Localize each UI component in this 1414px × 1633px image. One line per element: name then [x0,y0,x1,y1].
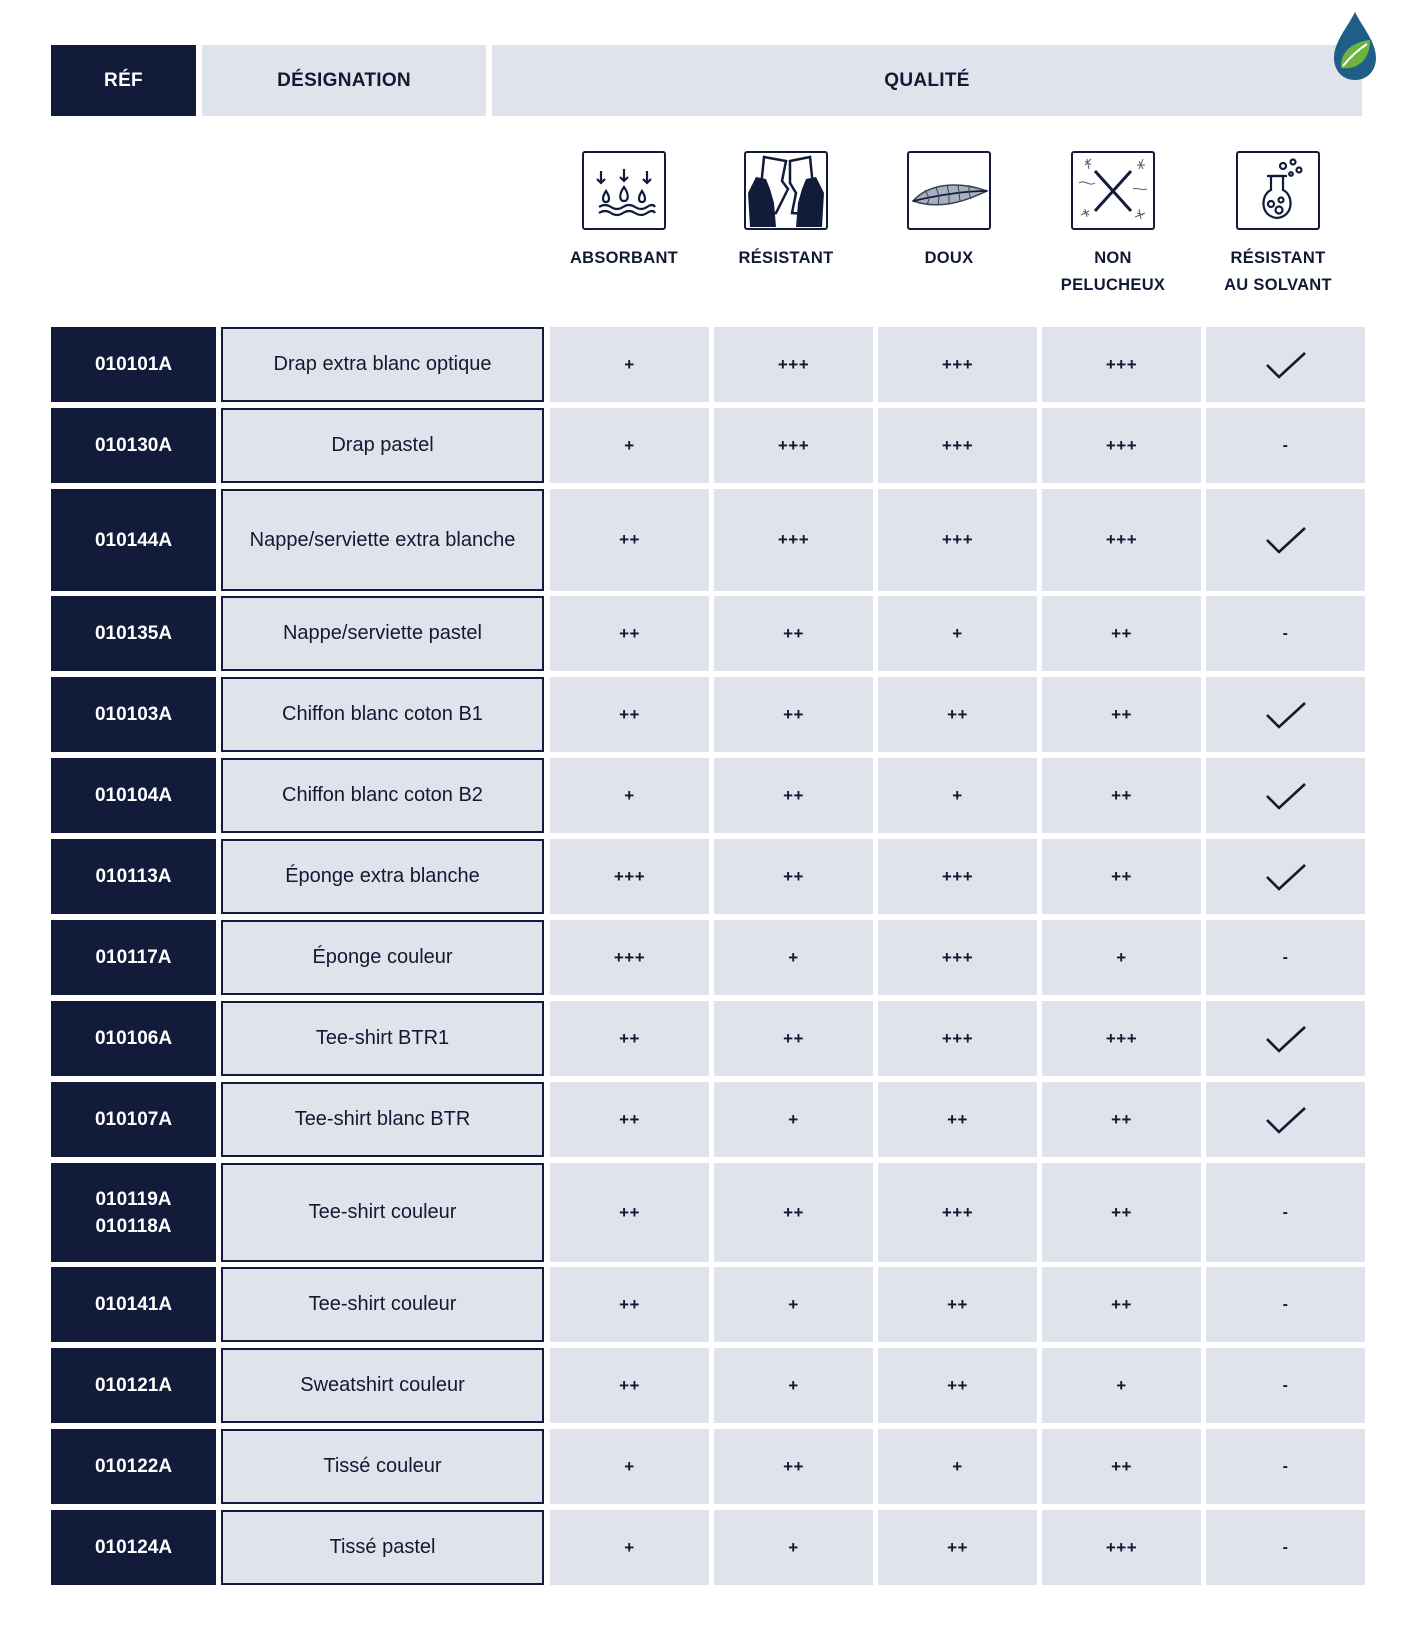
rating-solvant [1206,489,1365,591]
ref-cell [51,839,216,914]
no-value: - [1282,1376,1289,1394]
designation-text: Nappe/serviette extra blanche [249,528,516,551]
designation-cell [221,677,544,752]
ref-cell [51,1429,216,1504]
checkmark-icon [1265,526,1307,554]
rating-value: ++ [947,1294,968,1314]
rating-value: ++ [947,1537,968,1557]
category-label: RÉSISTANT [1230,249,1326,267]
category-label: ABSORBANT [569,249,679,267]
designation-cell [221,1163,544,1262]
designation-cell [221,920,544,995]
rating-absorbant [550,1163,709,1262]
rating-resistant [714,1267,873,1342]
rating-absorbant [550,327,709,402]
ref-cell [51,1267,216,1342]
rating-solvant [1206,677,1365,752]
designation-text: Éponge couleur [312,946,453,968]
designation-cell [221,408,544,483]
rating-value: +++ [1105,435,1138,455]
rating-doux [878,489,1037,591]
checkmark-icon [1265,1106,1307,1134]
designation-text: Tee-shirt BTR1 [315,1027,450,1049]
rating-absorbant [550,1001,709,1076]
checkmark-icon [1265,701,1307,729]
rating-absorbant [550,596,709,671]
rating-doux [878,1267,1037,1342]
rating-solvant [1206,327,1365,402]
rating-doux [878,1082,1037,1157]
ref-code: 010144A [94,529,173,551]
checkmark-icon [1265,782,1307,810]
table-row [51,489,1365,591]
rating-value: ++ [619,1375,640,1395]
rating-doux [878,839,1037,914]
ref-cell [51,408,216,483]
category-label: RÉSISTANT [738,249,834,267]
rating-value: +++ [1105,530,1138,549]
table-row [51,1510,1365,1585]
rating-value: + [624,785,635,805]
ref-code: 010135A [94,623,173,644]
rating-value: +++ [941,1028,974,1048]
rating-non-pelucheux [1042,677,1201,752]
rating-value: +++ [941,435,974,455]
rating-value: +++ [941,1202,974,1222]
designation-cell [221,1082,544,1157]
rating-non-pelucheux [1042,1082,1201,1157]
rating-value: +++ [941,866,974,886]
rating-solvant [1206,408,1365,483]
ref-code: 010141A [94,1294,173,1315]
rating-value: + [624,435,635,455]
rating-resistant [714,408,873,483]
category-solvant [1213,151,1343,299]
rating-value: ++ [1111,1109,1132,1129]
rating-value: + [952,1456,963,1476]
rating-non-pelucheux [1042,489,1201,591]
rating-value: +++ [777,354,810,374]
no-value: - [1282,1295,1289,1313]
ref-cell [51,920,216,995]
rating-value: ++ [619,1294,640,1314]
rating-value: + [624,1456,635,1476]
rating-value: ++ [1111,704,1132,724]
ref-cell [51,327,216,402]
ref-cell [51,1082,216,1157]
rating-non-pelucheux [1042,1348,1201,1423]
table-row [51,408,1365,483]
ref-cell [51,677,216,752]
designation-cell [221,1429,544,1504]
rating-resistant [714,1510,873,1585]
designation-cell [221,1348,544,1423]
header-designation-label: DÉSIGNATION [277,69,411,91]
rating-value: ++ [783,704,804,724]
rating-resistant [714,677,873,752]
no-lint-icon [1073,153,1153,228]
ref-code: 010119A [95,1188,172,1210]
rating-value: ++ [783,1202,804,1222]
ref-code: 010124A [94,1537,173,1558]
rating-value: + [624,1537,635,1557]
rating-resistant [714,1348,873,1423]
rating-value: ++ [619,530,640,549]
designation-cell [221,596,544,671]
designation-text: Tee-shirt couleur [308,1201,457,1223]
designation-cell [221,1001,544,1076]
rating-value: + [788,1294,799,1314]
table-row [51,1001,1365,1076]
rating-absorbant [550,489,709,591]
tearing-hands-icon [746,153,826,228]
header-qualite-label: QUALITÉ [884,69,970,91]
rating-solvant [1206,920,1365,995]
designation-cell [221,839,544,914]
rating-value: + [1116,1375,1127,1395]
rating-absorbant [550,408,709,483]
rating-value: ++ [947,704,968,724]
chemical-flask-icon [1245,156,1311,226]
table-row [51,839,1365,914]
designation-text: Tee-shirt couleur [308,1293,457,1315]
rating-non-pelucheux [1042,1001,1201,1076]
ref-code: 010117A [95,947,172,968]
rating-value: + [788,1537,799,1557]
rating-absorbant [550,1429,709,1504]
water-drop-leaf-icon [1330,10,1380,82]
rating-doux [878,327,1037,402]
rating-absorbant [550,1510,709,1585]
ref-cell [51,1001,216,1076]
rating-value: ++ [783,1028,804,1048]
table-row [51,1163,1365,1262]
no-value: - [1282,624,1289,642]
rating-resistant [714,1163,873,1262]
rating-non-pelucheux [1042,1267,1201,1342]
rating-doux [878,596,1037,671]
rating-value: ++ [619,1109,640,1129]
ref-code: 010104A [94,785,173,806]
rating-non-pelucheux [1042,408,1201,483]
rating-doux [878,1001,1037,1076]
rating-value: +++ [1105,1537,1138,1557]
rating-value: +++ [1105,354,1138,374]
rating-absorbant [550,1348,709,1423]
ref-cell [51,1510,216,1585]
rating-value: +++ [613,947,646,967]
rating-absorbant [550,1082,709,1157]
rating-non-pelucheux [1042,758,1201,833]
designation-text: Tissé pastel [329,1536,436,1558]
rating-solvant [1206,1082,1365,1157]
rating-absorbant [550,839,709,914]
rating-solvant [1206,839,1365,914]
ref-code: 010118A [95,1215,172,1237]
designation-text: Nappe/serviette pastel [282,622,482,644]
ref-cell [51,596,216,671]
designation-cell [221,1510,544,1585]
rating-value: +++ [941,947,974,967]
rating-resistant [714,1001,873,1076]
rating-value: + [788,1109,799,1129]
rating-doux [878,1510,1037,1585]
table-row [51,920,1365,995]
rating-value: ++ [783,1456,804,1476]
ref-cell [51,758,216,833]
rating-doux [878,1163,1037,1262]
rating-resistant [714,1082,873,1157]
rating-solvant [1206,1510,1365,1585]
rating-absorbant [550,920,709,995]
rating-doux [878,408,1037,483]
category-label: NON [1094,249,1132,267]
rating-value: + [952,623,963,643]
rating-doux [878,677,1037,752]
designation-text: Chiffon blanc coton B1 [282,703,483,725]
ref-code: 010113A [95,866,172,887]
rating-value: ++ [1111,866,1132,886]
table-row [51,1082,1365,1157]
absorbent-drops-icon [591,161,657,221]
ref-code: 010130A [94,435,173,456]
rating-resistant [714,596,873,671]
designation-text: Drap pastel [331,434,434,456]
category-label: DOUX [924,249,974,267]
rating-value: +++ [1105,1028,1138,1048]
rating-value: ++ [1111,1294,1132,1314]
rating-absorbant [550,758,709,833]
rating-value: + [952,785,963,805]
header-designation [202,45,486,116]
header-ref [51,45,196,116]
no-value: - [1282,948,1289,966]
category-absorbant [559,151,689,272]
header-qualite [492,45,1362,116]
rating-value: ++ [619,1202,640,1222]
rating-value: +++ [613,866,646,886]
rating-non-pelucheux [1042,1510,1201,1585]
brand-logo [1330,10,1380,82]
designation-text: Tee-shirt blanc BTR [294,1108,471,1130]
rating-value: ++ [783,866,804,886]
rating-value: ++ [783,785,804,805]
rating-absorbant [550,1267,709,1342]
table-row [51,327,1365,402]
rating-value: ++ [1111,1456,1132,1476]
designation-text: Chiffon blanc coton B2 [282,784,483,806]
rating-solvant [1206,758,1365,833]
rating-non-pelucheux [1042,1429,1201,1504]
category-label-2: PELUCHEUX [1060,276,1166,294]
designation-text: Drap extra blanc optique [273,353,492,375]
designation-cell [221,758,544,833]
rating-solvant [1206,1163,1365,1262]
rating-non-pelucheux [1042,596,1201,671]
feather-icon [909,161,989,221]
rating-doux [878,1348,1037,1423]
rating-value: ++ [947,1375,968,1395]
no-value: - [1282,436,1289,454]
rating-doux [878,920,1037,995]
rating-value: +++ [941,530,974,549]
rating-value: + [624,354,635,374]
rating-value: ++ [783,623,804,643]
rating-solvant [1206,1267,1365,1342]
designation-text: Tissé couleur [323,1455,442,1477]
rating-resistant [714,839,873,914]
rating-solvant [1206,1001,1365,1076]
designation-text: Sweatshirt couleur [300,1374,465,1396]
rating-value: ++ [1111,623,1132,643]
rating-resistant [714,758,873,833]
checkmark-icon [1265,351,1307,379]
rating-value: + [1116,947,1127,967]
table-row [51,677,1365,752]
ref-code: 010122A [94,1456,173,1477]
rating-value: ++ [619,704,640,724]
rating-non-pelucheux [1042,920,1201,995]
no-value: - [1282,1203,1289,1221]
checkmark-icon [1265,1025,1307,1053]
rating-non-pelucheux [1042,1163,1201,1262]
rating-value: ++ [619,623,640,643]
designation-text: Éponge extra blanche [285,865,480,887]
rating-value: +++ [777,530,810,549]
rating-non-pelucheux [1042,839,1201,914]
designation-cell [221,327,544,402]
category-doux [884,151,1014,272]
table-row [51,1429,1365,1504]
ref-code: 010103A [94,704,173,725]
rating-non-pelucheux [1042,327,1201,402]
table-row [51,596,1365,671]
category-resistant [721,151,851,272]
rating-value: + [788,947,799,967]
rating-value: +++ [777,435,810,455]
header-ref-label: RÉF [104,69,143,91]
rating-absorbant [550,677,709,752]
ref-code: 010107A [94,1109,173,1130]
rating-value: ++ [1111,785,1132,805]
rating-doux [878,758,1037,833]
ref-code: 010101A [94,354,173,375]
ref-cell [51,489,216,591]
rating-doux [878,1429,1037,1504]
ref-code: 010106A [94,1028,173,1049]
rating-solvant [1206,1429,1365,1504]
rating-solvant [1206,1348,1365,1423]
table-row [51,1267,1365,1342]
ref-code: 010121A [94,1375,173,1396]
no-value: - [1282,1457,1289,1475]
table-row [51,758,1365,833]
ref-cell [51,1348,216,1423]
rating-resistant [714,920,873,995]
rating-value: ++ [1111,1202,1132,1222]
rating-resistant [714,327,873,402]
designation-cell [221,489,544,591]
ref-cell [51,1163,216,1262]
rating-resistant [714,1429,873,1504]
designation-cell [221,1267,544,1342]
category-non-pelucheux [1048,151,1178,299]
rating-resistant [714,489,873,591]
checkmark-icon [1265,863,1307,891]
rating-value: + [788,1375,799,1395]
rating-value: ++ [947,1109,968,1129]
rating-solvant [1206,596,1365,671]
no-value: - [1282,1538,1289,1556]
rating-value: +++ [941,354,974,374]
table-row [51,1348,1365,1423]
category-label-2: AU SOLVANT [1224,276,1332,294]
rating-value: ++ [619,1028,640,1048]
